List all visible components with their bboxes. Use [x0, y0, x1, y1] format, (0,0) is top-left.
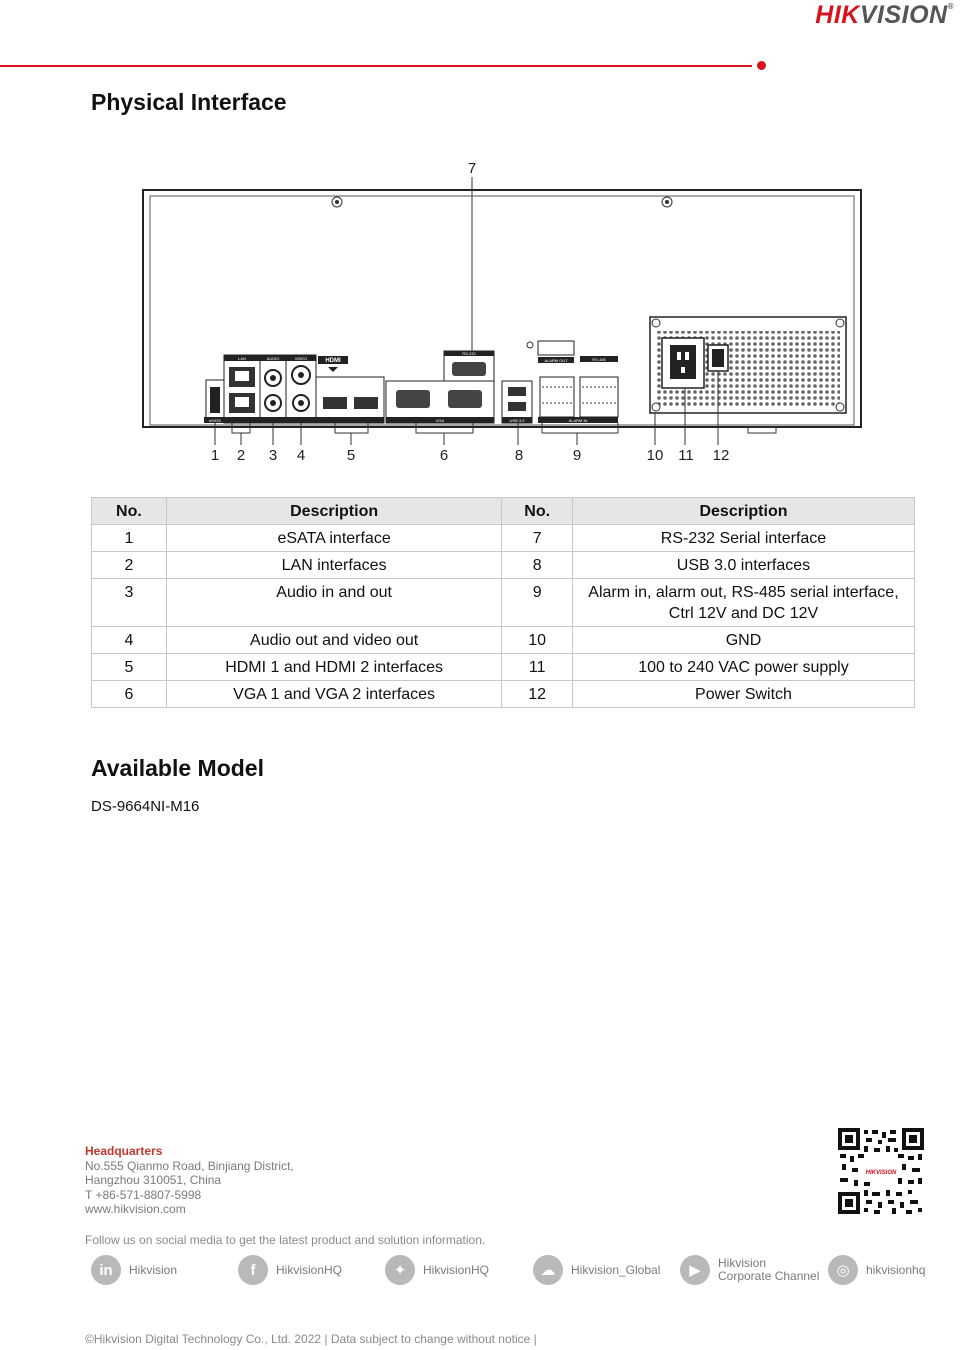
social-follow-text: Follow us on social media to get the latest product and solution information.	[85, 1233, 486, 1247]
row-no: 2	[92, 552, 167, 579]
callout-2: 2	[236, 447, 246, 464]
row-no: 5	[92, 654, 167, 681]
callout-4: 4	[296, 447, 306, 464]
youtube-icon: ▶	[680, 1255, 710, 1285]
row-no: 8	[502, 552, 573, 579]
headquarters-address-line: Hangzhou 310051, China	[85, 1173, 222, 1188]
social-linkedin[interactable]	[91, 1255, 177, 1285]
headquarters-phone: T +86-571-8807-5998	[85, 1187, 202, 1202]
callout-9: 9	[572, 447, 582, 464]
social-twitter[interactable]	[385, 1255, 489, 1285]
row-no: 7	[502, 525, 573, 552]
callout-5: 5	[346, 447, 356, 464]
row-no: 1	[92, 525, 167, 552]
header-rule-dot	[757, 61, 766, 70]
hdmi-logo-label: HDMI	[325, 358, 341, 364]
facebook-icon: f	[238, 1255, 268, 1285]
social-label: HikvisionHQ	[276, 1262, 343, 1277]
table-row	[92, 525, 915, 552]
headquarters-block	[85, 1144, 294, 1217]
header-no-1: No.	[92, 498, 167, 525]
social-label: hikvisionhq	[866, 1262, 926, 1277]
twitter-icon: ✦	[385, 1255, 415, 1285]
callout-8: 8	[514, 447, 524, 464]
row-description: LAN interfaces	[166, 552, 502, 579]
video-port-label: VIDEO	[294, 356, 308, 361]
headquarters-address-line: No.555 Qianmo Road, Binjiang District,	[85, 1158, 294, 1173]
social-youtube[interactable]	[680, 1255, 819, 1285]
row-description: GND	[572, 627, 914, 654]
row-description: USB 3.0 interfaces	[572, 552, 914, 579]
social-facebook[interactable]	[238, 1255, 342, 1285]
row-description: eSATA interface	[166, 525, 502, 552]
row-no: 9	[502, 579, 573, 627]
available-model-title: Available Model	[91, 755, 264, 781]
physical-interface-title: Physical Interface	[91, 89, 287, 115]
table-row	[92, 579, 915, 627]
row-no: 4	[92, 627, 167, 654]
alarm-in-label: ALARM IN	[568, 418, 588, 423]
social-label: Hikvision Corporate Channel	[718, 1256, 820, 1283]
callout-1: 1	[210, 447, 220, 464]
row-description: Audio in and out	[166, 579, 502, 627]
model-number: DS-9664NI-M16	[91, 798, 200, 815]
callout-11: 11	[678, 447, 694, 464]
rear-panel-drawing	[140, 155, 870, 475]
row-no: 10	[502, 627, 573, 654]
table-row	[92, 654, 915, 681]
social-instagram[interactable]	[828, 1255, 925, 1285]
callout-7: 7	[467, 160, 477, 177]
row-description: Audio out and video out	[166, 627, 502, 654]
rs232-port-label: RS-232	[462, 351, 476, 356]
interface-table	[91, 497, 915, 708]
audio-port-label: AUDIO	[266, 356, 280, 361]
lan-port-label: LAN	[238, 356, 246, 361]
header-description-2: Description	[572, 498, 914, 525]
alarm-out-label: ALARM OUT	[544, 358, 568, 363]
vga-port-label: VGA	[435, 418, 445, 423]
social-wechat[interactable]	[533, 1255, 660, 1285]
callout-12: 12	[712, 447, 730, 464]
table-row	[92, 552, 915, 579]
row-description: VGA 1 and VGA 2 interfaces	[166, 681, 502, 708]
qr-code	[838, 1128, 924, 1214]
instagram-icon: ◎	[828, 1255, 858, 1285]
headquarters-website[interactable]: www.hikvision.com	[85, 1202, 186, 1217]
row-description: Alarm in, alarm out, RS-485 serial interface, Ctrl 12V and DC 12V	[572, 579, 914, 627]
headquarters-title: Headquarters	[85, 1144, 163, 1158]
row-description: 100 to 240 VAC power supply	[572, 654, 914, 681]
row-no: 11	[502, 654, 573, 681]
social-label: Hikvision	[129, 1262, 178, 1277]
callout-3: 3	[268, 447, 278, 464]
social-label: HikvisionHQ	[423, 1262, 490, 1277]
esata-port-label: eSATA	[208, 418, 222, 423]
callout-10: 10	[646, 447, 664, 464]
hikvision-logo: HIKVISION®	[815, 1, 954, 29]
wechat-icon: ☁	[533, 1255, 563, 1285]
linkedin-icon: in	[91, 1255, 121, 1285]
table-row	[92, 681, 915, 708]
header-no-2: No.	[502, 498, 573, 525]
qr-code-image	[838, 1128, 924, 1214]
callout-6: 6	[439, 447, 449, 464]
row-description: Power Switch	[572, 681, 914, 708]
header-description-1: Description	[166, 498, 502, 525]
row-description: HDMI 1 and HDMI 2 interfaces	[166, 654, 502, 681]
row-no: 12	[502, 681, 573, 708]
row-no: 6	[92, 681, 167, 708]
usb-port-label: USB 3.0	[509, 418, 525, 423]
table-header-row	[92, 498, 915, 525]
social-label: Hikvision_Global	[571, 1262, 661, 1277]
qr-center-label: HIKVISION	[865, 1170, 897, 1176]
header-rule	[0, 65, 752, 67]
rs485-port-label: RS-485	[592, 357, 606, 362]
copyright-footer: ©Hikvision Digital Technology Co., Ltd. 2022 | Data subject to change without notice |	[85, 1332, 537, 1346]
row-description: RS-232 Serial interface	[572, 525, 914, 552]
row-no: 3	[92, 579, 167, 627]
rear-panel-diagram	[140, 155, 870, 475]
table-row	[92, 627, 915, 654]
